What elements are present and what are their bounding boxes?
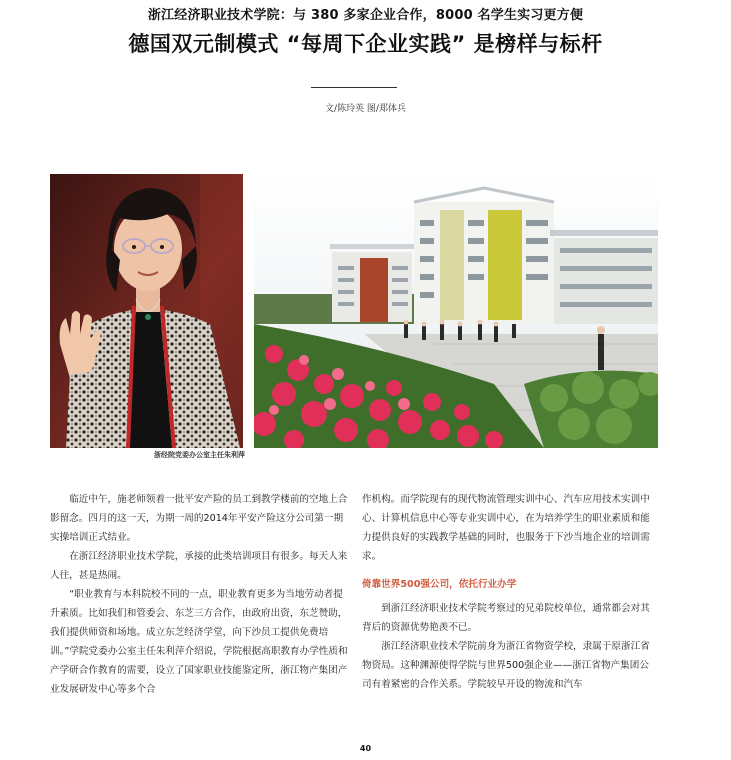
section-heading: 倚靠世界500强公司，依托行业办学 (362, 579, 517, 590)
page-number: 40 (359, 744, 372, 753)
body-column-left (50, 490, 350, 699)
portrait-photo (50, 174, 243, 448)
byline: 文/陈玲英 图/郑体兵 (325, 104, 406, 114)
campus-photo (254, 174, 658, 448)
photo-caption: 浙经院党委办公室主任朱利萍 (154, 451, 245, 459)
body-column-right (362, 490, 658, 694)
title-divider (311, 87, 397, 88)
article-title: 德国双元制模式 “每周下企业实践” 是榜样与标杆 (128, 32, 603, 56)
paragraph-continuation: 作机构。而学院现有的现代物流管理实训中心、汽车应用技术实训中心、计算机信息中心等专业实训中心，在为培养学生的职业素质和能力提供良好的实践教学基础的同时，也服务于下沙当地企业的培训需求。 (362, 494, 650, 562)
paragraph: 临近中午，施老师领着一批平安产险的员工到教学楼前的空地上合影留念。四月的这一天，为期一周的2014年平安产险这分公司第一期实操培训正式结业。 (50, 494, 348, 543)
paragraph: 到浙江经济职业技术学院考察过的兄弟院校单位，通常都会对其背后的资源优势艳羡不已。 (362, 603, 650, 633)
paragraph: 在浙江经济职业技术学院，承接的此类培训项目有很多。每天人来人往，甚是热闹。 (50, 551, 348, 581)
article-subtitle: 浙江经济职业技术学院：与 380 多家企业合作，8000 名学生实习更方便 (147, 8, 584, 23)
paragraph: 浙江经济职业技术学院前身为浙江省物资学校，隶属于原浙江省物资局。这种渊源使得学院与世界500强企业——浙江省物产集团公司有着紧密的合作关系。学院较早开设的物流和汽车 (362, 641, 650, 690)
paragraph: “职业教育与本科院校不同的一点，职业教育更多为当地劳动者提升素质。比如我们和管委会、东芝三方合作，由政府出资，东芝赞助，我们提供师资和场地。成立东芝经济学堂，向下沙员工提供免费培训。”学院党委办公室主任朱利萍介绍说，学院根据高职教育办学性质和产学研合作教育的需要，设立了国家职业技能鉴定所，浙江物产集团产业发展研发中心等多个合 (50, 589, 348, 695)
